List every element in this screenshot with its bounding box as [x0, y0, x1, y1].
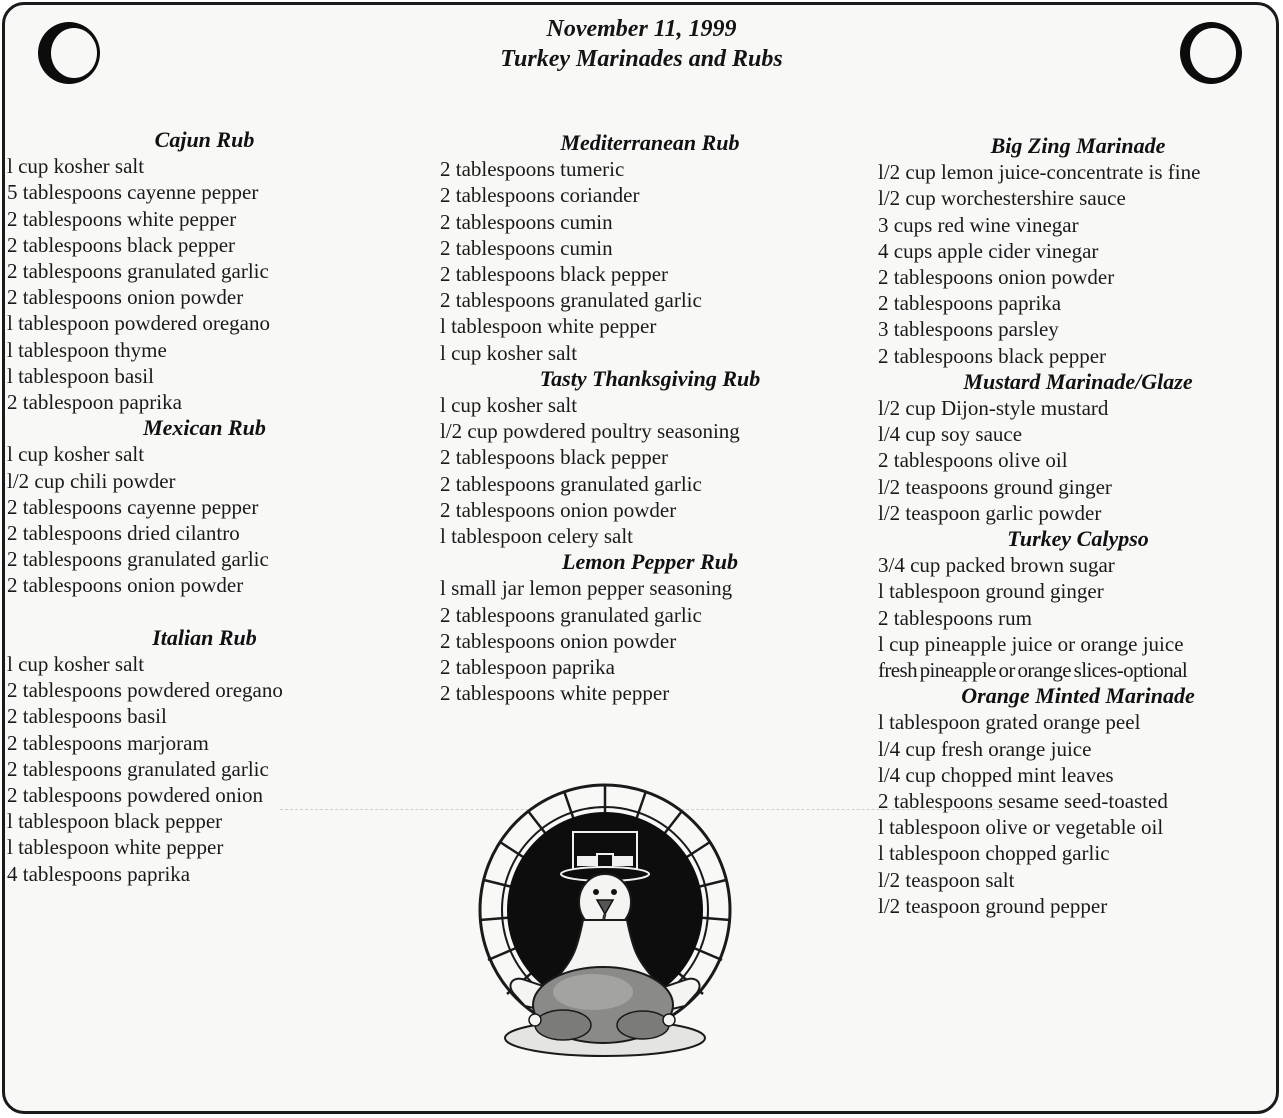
ingredient-line: 2 tablespoons granulated garlic — [440, 288, 702, 313]
ingredient-line: 5 tablespoons cayenne pepper — [7, 180, 259, 205]
recipe-column-2 — [440, 130, 860, 706]
ingredient-line: l tablespoon white pepper — [7, 835, 224, 860]
ingredient-line: 2 tablespoons paprika — [878, 291, 1062, 316]
recipe-column-3 — [878, 133, 1278, 919]
ingredient-line: 2 tablespoons black pepper — [440, 445, 669, 470]
ingredient-line: l tablespoon thyme — [7, 337, 167, 362]
ingredient-line: 2 tablespoons basil — [7, 704, 167, 729]
ingredient-line: 4 cups apple cider vinegar — [878, 238, 1099, 263]
ingredient-line: 2 tablespoons tumeric — [440, 157, 625, 182]
recipe-section-mustard-marinade-glaze — [878, 369, 1278, 526]
ingredient-line: l/2 cup powdered poultry seasoning — [440, 419, 740, 444]
section-title: Mustard Marinade/Glaze — [963, 368, 1193, 394]
ingredient-line: l/2 teaspoon salt — [878, 867, 1015, 892]
ingredient-line: 2 tablespoons white pepper — [7, 206, 237, 231]
ingredient-line: 2 tablespoons onion powder — [878, 265, 1115, 290]
ingredient-line: l/2 cup Dijon-style mustard — [878, 396, 1109, 421]
section-title: Mediterranean Rub — [560, 130, 740, 155]
section-title: Tasty Thanksgiving Rub — [539, 365, 761, 391]
recipe-section-cajun-rub — [7, 127, 407, 415]
ingredient-line: l/2 cup worchestershire sauce — [878, 186, 1126, 211]
page-title: Turkey Marinades and Rubs — [500, 46, 783, 72]
ingredient-line: 3 tablespoons parsley — [878, 317, 1059, 342]
ingredient-line: 3/4 cup packed brown sugar — [878, 553, 1115, 578]
recipe-column-1 — [7, 127, 407, 887]
ingredient-line: l cup kosher salt — [440, 340, 578, 365]
ingredient-line: 2 tablespoons onion powder — [440, 497, 677, 522]
ingredient-line: 2 tablespoons powdered oregano — [7, 678, 283, 703]
ingredient-line: 2 tablespoons onion powder — [7, 285, 244, 310]
section-title: Orange Minted Marinade — [961, 683, 1195, 709]
ingredient-line: l cup pineapple juice or orange juice — [878, 631, 1184, 656]
ingredient-line: l tablespoon powdered oregano — [7, 311, 271, 336]
section-title: Italian Rub — [152, 624, 257, 650]
ingredient-line: l tablespoon white pepper — [440, 314, 657, 339]
ingredient-line: l/2 cup lemon juice-concentrate is fine — [878, 160, 1201, 185]
recipe-section-turkey-calypso — [878, 526, 1278, 683]
section-spacer — [7, 599, 407, 625]
ingredient-line: 2 tablespoons onion powder — [7, 573, 244, 598]
ingredient-line: 2 tablespoons black pepper — [7, 232, 236, 257]
recipe-section-tasty-thanksgiving-rub — [440, 366, 860, 549]
ingredient-line: 2 tablespoons black pepper — [440, 262, 669, 287]
recipe-section-big-zing-marinade — [878, 133, 1278, 369]
ingredient-line: l tablespoon olive or vegetable oil — [878, 815, 1164, 840]
ingredient-line: l/2 teaspoons ground ginger — [878, 474, 1112, 499]
ingredient-line: 3 cups red wine vinegar — [878, 212, 1079, 237]
ingredient-line: l cup kosher salt — [7, 442, 145, 467]
ingredient-line: 2 tablespoon paprika — [440, 655, 615, 680]
ingredient-line: l/2 teaspoon garlic powder — [878, 500, 1102, 525]
ingredient-line: l tablespoon black pepper — [7, 809, 223, 834]
section-title: Lemon Pepper Rub — [562, 549, 738, 575]
recipe-section-mexican-rub — [7, 415, 407, 598]
ingredient-line: l cup kosher salt — [7, 154, 145, 179]
section-title: Big Zing Marinade — [990, 133, 1166, 158]
recipe-section-italian-rub — [7, 625, 407, 887]
ingredient-line: 2 tablespoons cumin — [440, 209, 613, 234]
ingredient-line: l/4 cup fresh orange juice — [878, 736, 1092, 761]
recipe-section-orange-minted-marinade — [878, 683, 1278, 919]
ingredient-line: 2 tablespoons rum — [878, 605, 1032, 630]
ingredient-line: l tablespoon celery salt — [440, 524, 634, 549]
ingredient-line: 2 tablespoon paprika — [7, 390, 182, 415]
recipe-section-mediterranean-rub — [440, 130, 860, 366]
ingredient-line: 2 tablespoons sesame seed-toasted — [878, 789, 1168, 814]
ingredient-line: 2 tablespoons coriander — [440, 183, 640, 208]
ingredient-line: l/2 cup chili powder — [7, 468, 176, 493]
ingredient-line: l tablespoon chopped garlic — [878, 841, 1110, 866]
ingredient-line: l tablespoon ground ginger — [878, 579, 1104, 604]
ingredient-line: 2 tablespoons granulated garlic — [7, 259, 269, 284]
ingredient-line: l tablespoon basil — [7, 363, 154, 388]
ingredient-line: 2 tablespoons onion powder — [440, 628, 677, 653]
section-title: Turkey Calypso — [1007, 526, 1149, 552]
ingredient-line: 2 tablespoons marjoram — [7, 730, 209, 755]
ingredient-line: 4 tablespoons paprika — [7, 861, 191, 886]
ingredient-line: 2 tablespoons black pepper — [878, 343, 1107, 368]
page-date: November 11, 1999 — [546, 16, 737, 42]
ingredient-line: l/4 cup soy sauce — [878, 422, 1023, 447]
ingredient-line: 2 tablespoons cayenne pepper — [7, 494, 259, 519]
ingredient-line: 2 tablespoons dried cilantro — [7, 521, 240, 546]
ingredient-line: 2 tablespoons white pepper — [440, 681, 670, 706]
ingredient-line: 2 tablespoons cumin — [440, 235, 613, 260]
ingredient-line: l tablespoon grated orange peel — [878, 710, 1141, 735]
ingredient-line: 2 tablespoons granulated garlic — [440, 602, 702, 627]
ingredient-line: fresh pineapple or orange slices-optional — [878, 658, 1188, 683]
section-title: Mexican Rub — [143, 415, 266, 441]
ingredient-line: 2 tablespoons powdered onion — [7, 783, 264, 808]
ingredient-line: 2 tablespoons olive oil — [878, 448, 1068, 473]
pilgrim-turkey-holding-roast-turkey-illustration — [455, 780, 755, 1080]
ingredient-line: l/2 teaspoon ground pepper — [878, 893, 1108, 918]
ingredient-line: l/4 cup chopped mint leaves — [878, 762, 1114, 787]
section-title: Cajun Rub — [154, 127, 255, 152]
ingredient-line: 2 tablespoons granulated garlic — [7, 756, 269, 781]
ingredient-line: 2 tablespoons granulated garlic — [7, 547, 269, 572]
ingredient-line: l small jar lemon pepper seasoning — [440, 576, 733, 601]
ingredient-line: l cup kosher salt — [440, 393, 578, 418]
ingredient-line: 2 tablespoons granulated garlic — [440, 471, 702, 496]
ingredient-line: l cup kosher salt — [7, 652, 145, 677]
recipe-section-lemon-pepper-rub — [440, 549, 860, 706]
